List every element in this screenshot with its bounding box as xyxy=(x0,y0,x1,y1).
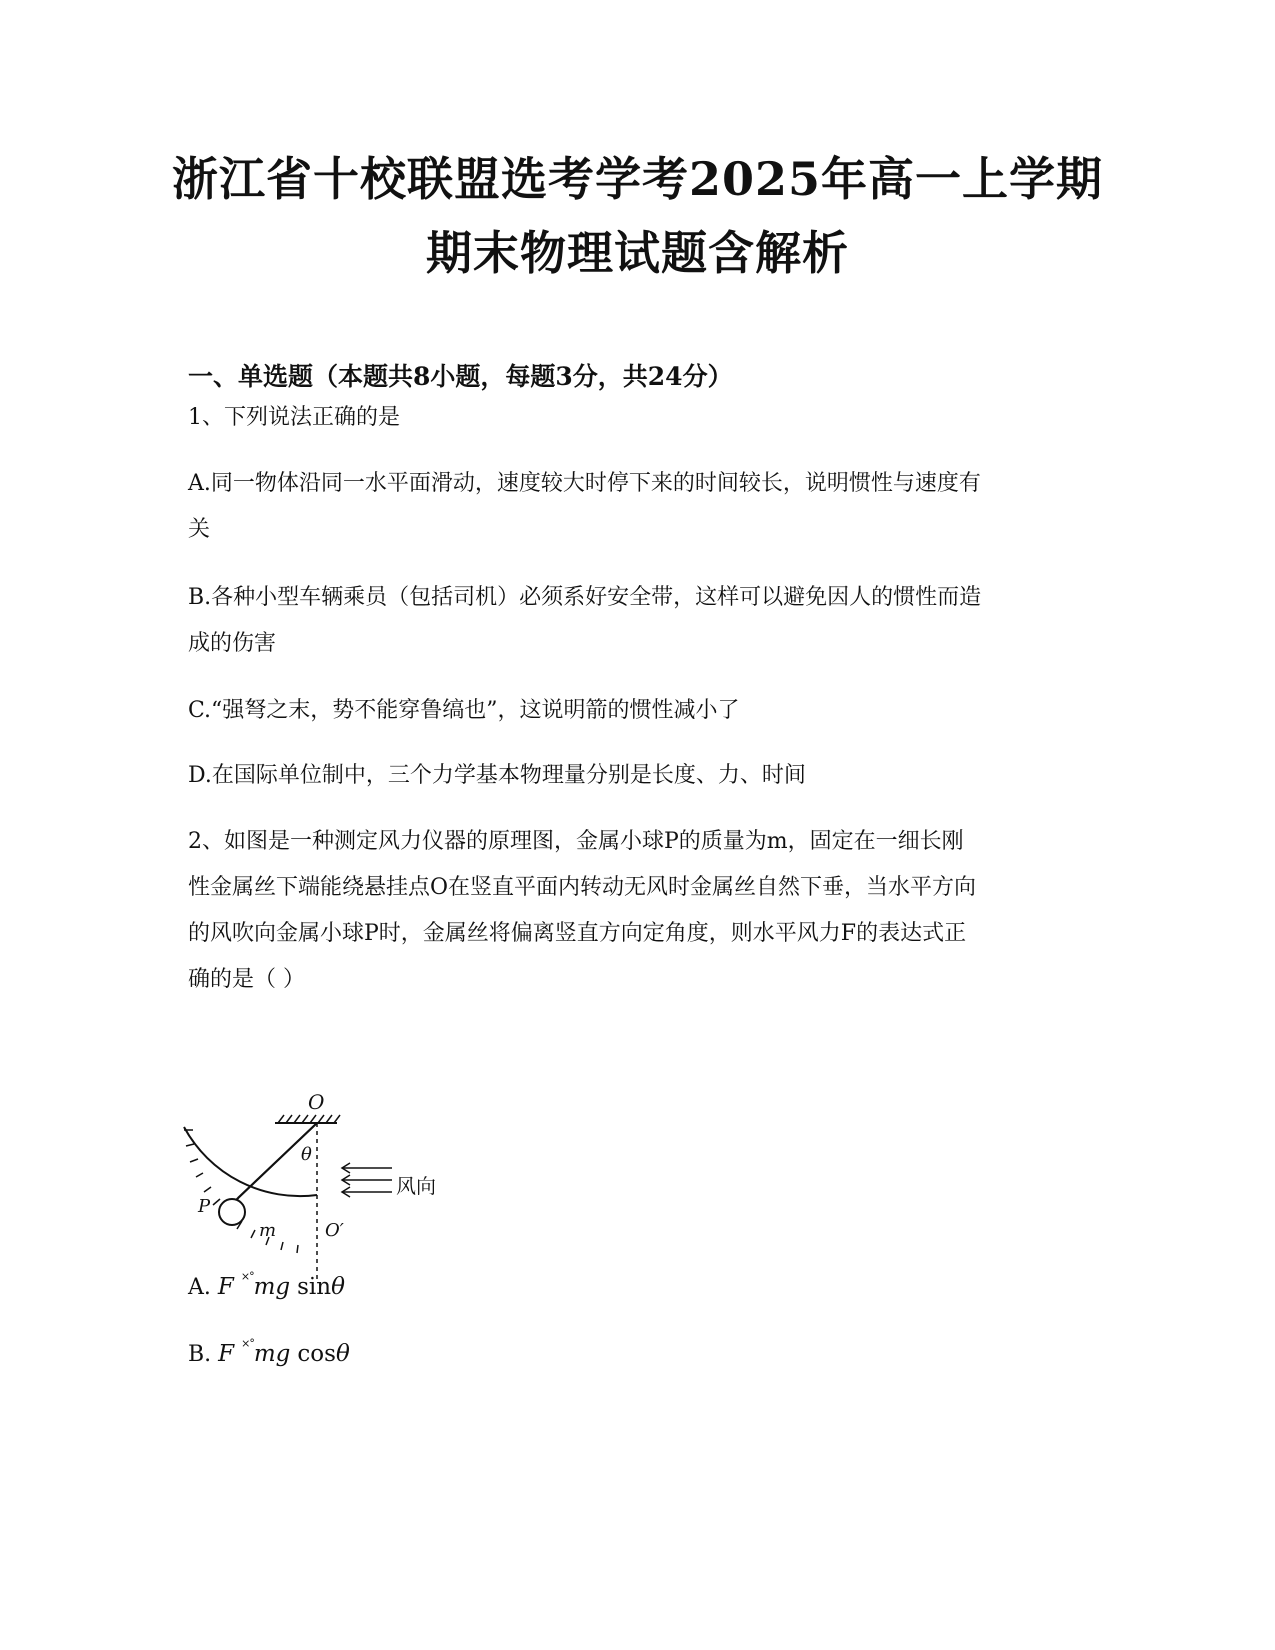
section-heading: 一、单选题（本题共8小题，每题3分，共24分） xyxy=(188,362,733,391)
question-1-option-c: C.“强弩之末，势不能穿鲁缟也”，这说明箭的惯性减小了 xyxy=(188,698,740,723)
label-m: m xyxy=(259,1220,277,1241)
option-a-prefix: A. xyxy=(188,1275,211,1300)
option-b-garbled-symbol: ×° xyxy=(241,1337,254,1350)
option-b-mg: mg xyxy=(253,1341,291,1367)
question-2-stem-line-3: 的风吹向金属小球P时，金属丝将偏离竖直方向定角度，则水平风力F的表达式正 xyxy=(188,921,967,946)
question-1-option-a-line-2: 关 xyxy=(188,517,211,542)
question-1-option-d: D.在国际单位制中，三个力学基本物理量分别是长度、力、时间 xyxy=(188,763,806,788)
option-b-prefix: B. xyxy=(188,1342,212,1367)
question-1-option-a-line-1: A.同一物体沿同一水平面滑动，速度较大时停下来的时间较长，说明惯性与速度有 xyxy=(188,471,981,496)
label-wind-direction: 风向 xyxy=(396,1174,436,1198)
question-2-stem-line-2: 性金属丝下端能绕悬挂点O在竖直平面内转动无风时金属丝自然下垂，当水平方向 xyxy=(188,875,977,900)
option-a-force-symbol: F xyxy=(217,1274,234,1300)
option-b-force-symbol: F xyxy=(218,1341,235,1367)
document-title-line-1: 浙江省十校联盟选考学考2025年高一上学期 xyxy=(171,152,1104,206)
option-a-theta: θ xyxy=(331,1274,345,1300)
question-2-stem-line-1: 2、如图是一种测定风力仪器的原理图，金属小球P的质量为m，固定在一细长刚 xyxy=(188,829,964,854)
option-a-mg: mg xyxy=(253,1274,291,1300)
question-1-stem: 1、下列说法正确的是 xyxy=(188,405,400,430)
question-1-option-b-line-2: 成的伤害 xyxy=(188,631,277,656)
metal-ball xyxy=(219,1199,245,1225)
option-b-theta: θ xyxy=(335,1341,350,1367)
question-2-stem-line-4: 确的是（ ） xyxy=(188,967,305,992)
question-2-option-b xyxy=(188,1337,1088,1370)
dial-ticks xyxy=(184,1130,298,1253)
question-1-option-b-line-1: B.各种小型车辆乘员（包括司机）必须系好安全带，这样可以避免因人的惯性而造 xyxy=(188,585,982,610)
ceiling-hatching xyxy=(278,1115,340,1123)
label-theta: θ xyxy=(301,1144,312,1165)
label-p: P xyxy=(198,1196,211,1217)
option-a-garbled-symbol: ×° xyxy=(240,1270,254,1283)
question-2-option-a xyxy=(188,1270,1088,1303)
option-a-func: sin xyxy=(297,1274,332,1300)
wind-arrows xyxy=(342,1163,392,1197)
label-o: O xyxy=(308,1090,325,1114)
document-title-line-2: 期末物理试题含解析 xyxy=(426,226,849,280)
label-o-prime: O′ xyxy=(325,1220,344,1241)
option-b-func: cos xyxy=(297,1341,336,1367)
